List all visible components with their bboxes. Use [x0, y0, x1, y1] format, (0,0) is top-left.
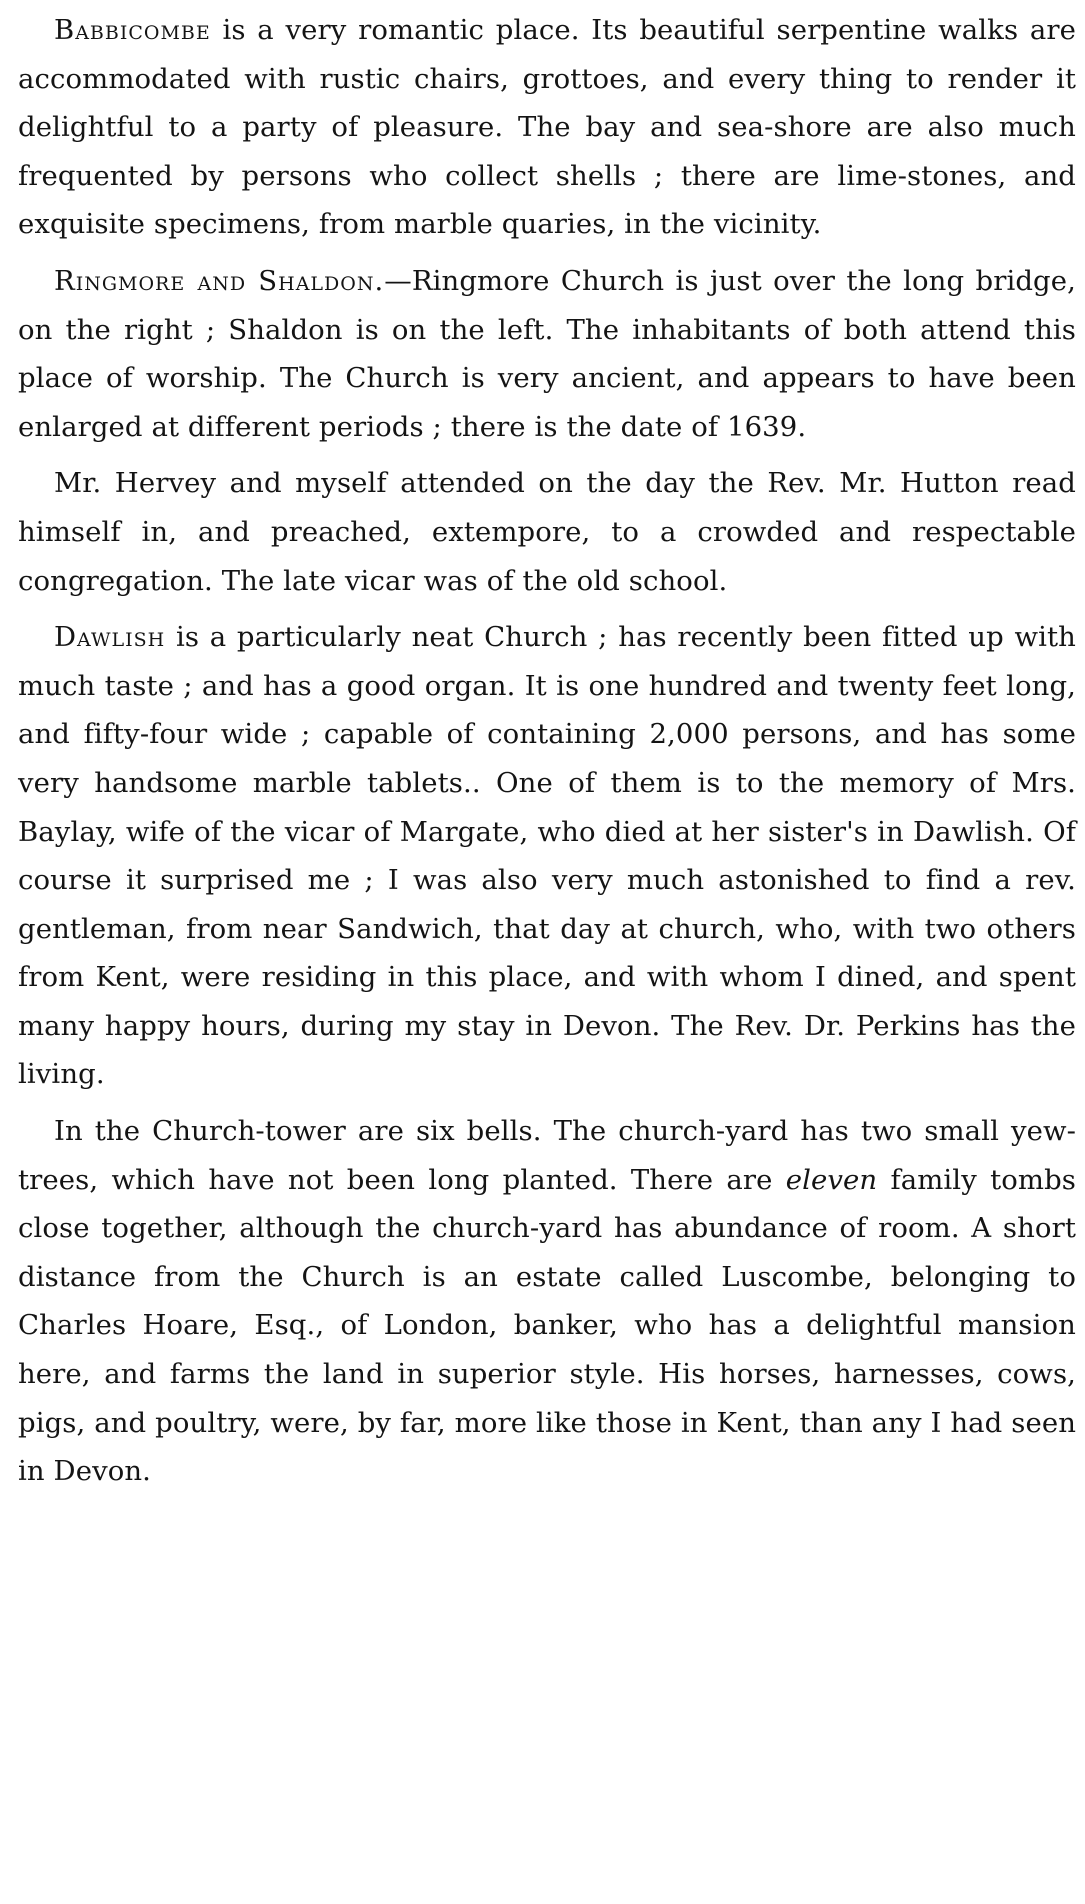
- book-page: [18, 6, 1076, 1504]
- paragraph-ringmore-shaldon: [18, 257, 1076, 451]
- emphasis-eleven: eleven: [785, 1163, 878, 1196]
- heading-dawlish: Dawlish: [54, 621, 166, 654]
- paragraph-text: is a very romantic place. Its beautiful serpentine walks are accommodated with rustic chairs, grottoes, and every thing to render it delightful to a party of pleasure. The bay and sea-shore are also much frequented by persons who collect shells ; there are lime-stones, and exquisite specimens, from marble quaries, in the vicinity.: [18, 14, 1076, 241]
- paragraph-text: family tombs close together, although the church-yard has abundance of room. A short distance from the Church is an estate called Luscombe, belonging to Charles Hoare, Esq., of London, banker, who has a delightful mansion here, and farms the land in superior style. His horses, harnesses, cows, pigs, and poultry, were, by far, more like those in Kent, than any I had seen in Devon.: [18, 1163, 1076, 1488]
- paragraph-hervey: [18, 459, 1076, 605]
- paragraph-text: is a particularly neat Church ; has recently been fitted up with much taste ; and has a good organ. It is one hundred and twenty feet long, and fifty-four wide ; capable of containing 2,000 persons, and has some very handsome marble tablets.. One of them is to the memory of Mrs. Baylay, wife of the vicar of Margate, who died at her sister's in Dawlish. Of course it surprised me ; I was also very much astonished to find a rev. gentleman, from near Sandwich, that day at church, who, with two others from Kent, were residing in this place, and with whom I dined, and spent many happy hours, during my stay in Devon. The Rev. Dr. Perkins has the living.: [18, 621, 1076, 1091]
- paragraph-church-tower: [18, 1107, 1076, 1496]
- paragraph-text: —Ringmore Church is just over the long bridge, on the right ; Shaldon is on the left. The inhabitants of both attend this place of worship. The Church is very ancient, and appears to have been enlarged at different periods ; there is the date of 1639.: [18, 264, 1076, 443]
- paragraph-babbicombe: [18, 6, 1076, 249]
- paragraph-text: In the Church-tower are six bells. The church-yard has two small yew-trees, which have not been long planted. There are: [18, 1115, 1076, 1196]
- heading-ringmore-shaldon: Ringmore and Shaldon.: [54, 264, 385, 297]
- paragraph-text: Mr. Hervey and myself attended on the day the Rev. Mr. Hutton read himself in, and preached, extempore, to a crowded and respectable congregation. The late vicar was of the old school.: [18, 467, 1076, 597]
- heading-babbicombe: Babbicombe: [54, 14, 211, 46]
- paragraph-dawlish: [18, 613, 1076, 1099]
